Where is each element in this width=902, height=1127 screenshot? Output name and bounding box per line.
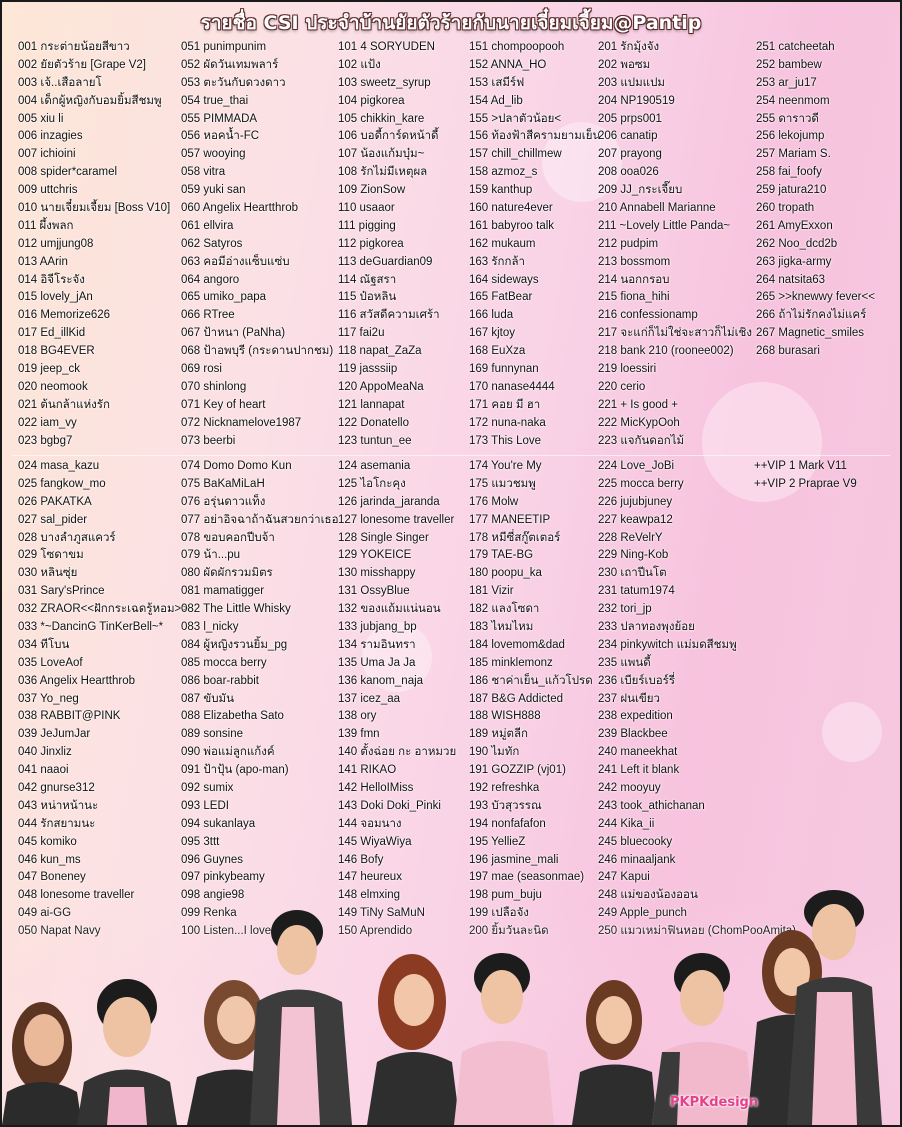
- member-entry: 084 ผู้หญิงรวนยิ้ม_pg: [181, 638, 288, 651]
- member-entry: 092 sumix: [181, 782, 234, 795]
- member-entry: 160 nature4ever: [469, 202, 553, 215]
- member-entry: 165 FatBear: [469, 291, 533, 304]
- member-entry: 079 น้า...pu: [181, 549, 241, 562]
- vip-entry: ++VIP 2 Praprae V9: [754, 477, 857, 490]
- member-entry: 095 3ttt: [181, 835, 220, 848]
- member-column: [598, 458, 758, 941]
- member-entry: 067 ป้าหนา (PaNha): [181, 327, 286, 340]
- member-entry: 226 jujubjuney: [598, 495, 673, 508]
- member-entry: 134 รามอินทรา: [338, 638, 416, 651]
- member-entry: 229 Ning-Kob: [598, 549, 669, 562]
- member-entry: 002 ยัยตัวร้าย [Grape V2]: [18, 58, 146, 71]
- member-entry: 038 RABBIT@PINK: [18, 710, 121, 723]
- member-entry: 071 Key of heart: [181, 398, 266, 411]
- member-entry: 185 minklemonz: [469, 656, 553, 669]
- member-entry: 077 อย่าอิจฉาถ้าฉันสวยกว่าเธอ: [181, 513, 339, 526]
- member-entry: 251 catcheetah: [756, 41, 835, 53]
- member-entry: 005 xiu li: [18, 112, 64, 125]
- member-entry: 184 lovemom&dad: [469, 638, 565, 651]
- member-entry: 216 confessionamp: [598, 309, 698, 322]
- member-entry: 057 wooying: [181, 148, 246, 161]
- member-entry: 224 Love_JoBi: [598, 460, 675, 472]
- member-entry: 030 หลินซุ่ย: [18, 567, 78, 580]
- member-entry: 015 lovely_jAn: [18, 291, 93, 304]
- member-entry: 174 You're My: [469, 460, 542, 472]
- member-entry: 028 บางลำภูสแควร์: [18, 531, 116, 544]
- member-entry: 268 burasari: [756, 345, 820, 358]
- member-entry: 215 fiona_hihi: [598, 291, 670, 304]
- member-column: [338, 39, 470, 450]
- member-entry: 167 kjtoy: [469, 327, 516, 340]
- member-entry: 037 Yo_neg: [18, 692, 79, 705]
- member-entry: 245 bluecooky: [598, 835, 673, 848]
- member-entry: 060 Angelix Heartthrob: [181, 202, 298, 215]
- member-entry: 042 gnurse312: [18, 782, 95, 795]
- member-entry: 252 bambew: [756, 58, 822, 71]
- member-entry: 210 Annabell Marianne: [598, 202, 716, 215]
- member-entry: 211 ~Lovely Little Panda~: [598, 219, 731, 232]
- member-entry: 204 NP190519: [598, 94, 675, 107]
- member-entry: 170 nanase4444: [469, 380, 555, 393]
- member-entry: 177 MANEETIP: [469, 513, 551, 526]
- member-entry: 158 azmoz_s: [469, 166, 538, 179]
- member-entry: 126 jarinda_jaranda: [338, 495, 440, 508]
- member-entry: 163 รักกล้า: [469, 255, 525, 268]
- member-entry: 137 icez_aa: [338, 692, 401, 705]
- member-entry: 141 RIKAO: [338, 764, 397, 777]
- member-entry: 194 nonfafafon: [469, 817, 546, 830]
- member-entry: 196 jasmine_mali: [469, 853, 559, 866]
- member-entry: 213 bossmom: [598, 255, 671, 268]
- member-entry: 040 Jinxliz: [18, 746, 72, 759]
- member-entry: 022 iam_vy: [18, 416, 77, 429]
- member-entry: 247 Kapui: [598, 871, 650, 884]
- member-entry: 051 punimpunim: [181, 41, 267, 53]
- member-entry: 023 bgbg7: [18, 434, 73, 447]
- member-entry: 096 Guynes: [181, 853, 244, 866]
- member-entry: 257 Mariam S.: [756, 148, 831, 161]
- member-entry: 175 แมวชมพู: [469, 477, 536, 490]
- member-entry: 121 lannapat: [338, 398, 405, 411]
- member-entry: 024 masa_kazu: [18, 460, 100, 472]
- member-entry: 064 angoro: [181, 273, 240, 286]
- member-entry: 039 JeJumJar: [18, 728, 91, 741]
- member-entry: 172 nuna-naka: [469, 416, 546, 429]
- member-entry: 073 beerbi: [181, 434, 236, 447]
- member-entry: 234 pinkywitch แม่มดสีชมพู: [598, 638, 737, 651]
- member-entry: 264 natsita63: [756, 273, 826, 286]
- member-entry: 003 เจ้..เสือลายโ: [18, 76, 102, 89]
- member-entry: 202 พอซม: [598, 58, 651, 71]
- member-entry: 214 นอกกรอบ: [598, 273, 670, 286]
- member-entry: 103 sweetz_syrup: [338, 76, 431, 89]
- member-column: [338, 458, 470, 941]
- member-entry: 197 mae (seasonmae): [469, 871, 585, 884]
- member-entry: 008 spider*caramel: [18, 166, 118, 179]
- member-entry: 098 angie98: [181, 889, 245, 902]
- member-entry: 041 naaoi: [18, 764, 69, 777]
- member-entry: 001 กระต่ายน้อยสีขาว: [18, 41, 130, 53]
- member-entry: 253 ar_ju17: [756, 76, 817, 89]
- member-entry: 244 Kika_ii: [598, 817, 655, 830]
- member-entry: 262 Noo_dcd2b: [756, 237, 838, 250]
- member-entry: 136 kanom_naja: [338, 674, 424, 687]
- member-entry: 236 เบียร์เบอร์รี่: [598, 674, 676, 687]
- member-entry: 048 lonesome traveller: [18, 889, 135, 902]
- member-entry: 044 รักสยามนะ: [18, 817, 96, 830]
- member-entry: 065 umiko_papa: [181, 291, 267, 304]
- member-entry: 110 usaaor: [338, 202, 395, 215]
- member-entry: 239 Blackbee: [598, 728, 668, 741]
- member-entry: 091 ป้าปุ้น (apo-man): [181, 764, 289, 777]
- member-entry: 182 แลงโซดา: [469, 603, 540, 616]
- member-entry: 265 >>knewwy fever<<: [756, 291, 875, 304]
- member-entry: 122 Donatello: [338, 416, 409, 429]
- vip-list: [754, 458, 857, 494]
- member-entry: 227 keawpa12: [598, 513, 673, 526]
- member-entry: 206 canatip: [598, 130, 658, 143]
- member-entry: 027 sal_pider: [18, 513, 88, 526]
- member-entry: 189 หมู่ตลีก: [469, 728, 529, 741]
- member-entry: 066 RTree: [181, 309, 235, 322]
- member-entry: 152 ANNA_HO: [469, 58, 547, 71]
- member-entry: 131 OssyBlue: [338, 585, 410, 598]
- member-entry: 139 fmn: [338, 728, 380, 741]
- member-entry: 240 maneekhat: [598, 746, 678, 759]
- member-entry: 012 umjjung08: [18, 237, 94, 250]
- member-entry: 010 นายเจี๋ยมเจี้ยม [Boss V10]: [18, 202, 171, 215]
- member-entry: 101 4 SORYUDEN: [338, 41, 435, 53]
- member-entry: 130 misshappy: [338, 567, 416, 580]
- member-entry: 033 *~DancinG TinKerBell~*: [18, 621, 164, 634]
- member-entry: 070 shinlong: [181, 380, 247, 393]
- member-entry: 246 minaaljank: [598, 853, 676, 866]
- member-entry: 061 ellvira: [181, 219, 234, 232]
- member-entry: 133 jubjang_bp: [338, 621, 417, 634]
- member-entry: 219 loessiri: [598, 363, 657, 376]
- member-entry: 178 หมีซี่สกู๊ตเตอร์: [469, 531, 561, 544]
- member-entry: 157 chill_chillmew: [469, 148, 562, 161]
- member-entry: 176 Molw: [469, 495, 519, 508]
- member-entry: 125 ไอโกะคุง: [338, 477, 406, 490]
- member-entry: 129 YOKEICE: [338, 549, 412, 562]
- member-entry: 021 ต้นกล้าแห่งรัก: [18, 398, 110, 411]
- member-entry: 109 ZionSow: [338, 184, 406, 197]
- member-entry: 255 ดาราวดี: [756, 112, 819, 125]
- member-entry: 087 ขับมัน: [181, 692, 234, 705]
- member-entry: 168 EuXza: [469, 345, 526, 358]
- member-entry: 266 ถ้าไม่รักคงไม่แคร์: [756, 309, 867, 322]
- member-entry: 191 GOZZIP (vj01): [469, 764, 566, 777]
- member-entry: 154 Ad_lib: [469, 94, 523, 107]
- member-entry: 186 ชาค่าเย็น_แก้วโปรด: [469, 674, 593, 687]
- member-entry: 085 mocca berry: [181, 656, 267, 669]
- member-entry: 218 bank 210 (roonee002): [598, 345, 734, 358]
- member-column: [469, 458, 599, 941]
- member-entry: 058 vitra: [181, 166, 226, 179]
- member-entry: 081 mamatigger: [181, 585, 265, 598]
- member-entry: 192 refreshka: [469, 782, 540, 795]
- member-entry: 075 BaKaMiLaH: [181, 477, 265, 490]
- member-entry: 238 expedition: [598, 710, 673, 723]
- member-entry: 173 This Love: [469, 434, 542, 447]
- member-entry: 267 Magnetic_smiles: [756, 327, 865, 340]
- member-entry: 127 lonesome traveller: [338, 513, 455, 526]
- member-entry: 013 AArin: [18, 255, 68, 268]
- member-entry: 169 funnynan: [469, 363, 539, 376]
- member-entry: 187 B&G Addicted: [469, 692, 563, 705]
- member-column: [18, 39, 178, 450]
- member-entry: 159 kanthup: [469, 184, 533, 197]
- member-entry: 054 true_thai: [181, 94, 249, 107]
- member-entry: 143 Doki Doki_Pinki: [338, 799, 441, 812]
- member-entry: 138 ory: [338, 710, 377, 723]
- member-entry: 254 neenmom: [756, 94, 830, 107]
- member-entry: 036 Angelix Heartthrob: [18, 674, 135, 687]
- member-entry: 183 ไหมไหม: [469, 621, 534, 634]
- member-entry: 046 kun_ms: [18, 853, 81, 866]
- member-entry: 123 tuntun_ee: [338, 434, 412, 447]
- member-entry: 108 รักไม่มีเหตุผล: [338, 166, 428, 179]
- member-entry: 009 uttchris: [18, 184, 78, 197]
- member-entry: 156 ท้องฟ้าสีครามยามเย็น: [469, 130, 601, 143]
- member-entry: 248 แม่ของน้องออน: [598, 889, 698, 902]
- member-entry: 086 boar-rabbit: [181, 674, 259, 687]
- poster-title: รายชื่อ CSI ประจำบ้านยัยตัวร้ายกับนายเจี๋ยมเจี้ยม@Pantip: [200, 12, 702, 34]
- member-column: [598, 39, 758, 450]
- member-entry: 034 ทีโบน: [18, 638, 70, 651]
- member-entry: 074 Domo Domo Kun: [181, 460, 292, 472]
- member-entry: 069 rosi: [181, 363, 222, 376]
- member-entry: 180 poopu_ka: [469, 567, 542, 580]
- member-entry: 223 แจกันดอกไม้: [598, 434, 685, 447]
- member-entry: 132 ของแถ้มแน่นอน: [338, 603, 441, 616]
- member-entry: 090 พ่อแม่ลูกแก้งค์: [181, 746, 275, 759]
- member-entry: 228 ReVelrY: [598, 531, 663, 544]
- member-entry: 106 บอดี้การ์ดหน้าดี้: [338, 130, 439, 143]
- member-entry: 063 คอมีอ่างแซ็บแซ่บ: [181, 255, 290, 268]
- member-entry: 083 l_nicky: [181, 621, 239, 634]
- member-entry: 004 เด็กผู้หญิงกับอมยิ้มสีชมพู: [18, 94, 162, 107]
- member-column: [181, 39, 341, 450]
- member-entry: 164 sideways: [469, 273, 539, 286]
- member-entry: 104 pigkorea: [338, 94, 405, 107]
- member-entry: 217 จะแก่ก็ไม่ใช่จะสาวก็ไม่เชิง: [598, 327, 752, 340]
- member-entry: 241 Left it blank: [598, 764, 680, 777]
- member-entry: 205 prps001: [598, 112, 662, 125]
- member-entry: 162 mukaum: [469, 237, 536, 250]
- member-entry: 076 อรุ่นดาวแท็ง: [181, 495, 266, 508]
- member-entry: 018 BG4EVER: [18, 345, 95, 358]
- member-entry: 207 prayong: [598, 148, 662, 161]
- member-entry: 072 Nicknamelove1987: [181, 416, 302, 429]
- member-entry: 181 Vizir: [469, 585, 514, 598]
- member-entry: 016 Memorize626: [18, 309, 111, 322]
- member-entry: 258 fai_foofy: [756, 166, 822, 179]
- member-entry: 231 tatum1974: [598, 585, 675, 598]
- member-entry: 043 หน่าหน้านะ: [18, 799, 99, 812]
- member-entry: 233 ปลาทองพุงย้อย: [598, 621, 695, 634]
- member-entry: 221 + Is good +: [598, 398, 678, 411]
- section-divider: [12, 455, 890, 456]
- member-entry: 201 รักมุ้งจัง: [598, 41, 660, 53]
- member-entry: 195 YellieZ: [469, 835, 526, 848]
- member-entry: 006 inzagies: [18, 130, 83, 143]
- member-entry: 230 เถาปีนโต: [598, 567, 667, 580]
- member-entry: 029 โซดาขม: [18, 549, 84, 562]
- member-entry: 118 napat_ZaZa: [338, 345, 422, 358]
- member-entry: 148 elmxing: [338, 889, 401, 902]
- member-entry: 107 น้องแก้มบุ๋ม~: [338, 148, 425, 161]
- member-column: [756, 39, 896, 361]
- member-entry: 032 ZRAOR<<ฝักกระเฉดรู้หอม>>: [18, 603, 188, 616]
- member-entry: 161 babyroo talk: [469, 219, 555, 232]
- member-entry: 256 lekojump: [756, 130, 825, 143]
- member-entry: 007 ichioini: [18, 148, 76, 161]
- member-entry: 146 Bofy: [338, 853, 384, 866]
- member-entry: 017 Ed_illKid: [18, 327, 86, 340]
- member-entry: 117 fai2u: [338, 327, 385, 340]
- member-entry: 014 อิจีโระจัง: [18, 273, 85, 286]
- member-entry: 019 jeep_ck: [18, 363, 81, 376]
- member-entry: 080 ผัดผักรวมมิตร: [181, 567, 273, 580]
- member-entry: 188 WISH888: [469, 710, 541, 723]
- member-entry: 155 >ปลาตัวน้อย<: [469, 112, 562, 125]
- member-entry: 222 MicKypOoh: [598, 416, 680, 429]
- member-entry: 088 Elizabetha Sato: [181, 710, 284, 723]
- bokeh-decoration: [822, 702, 882, 762]
- member-column: [18, 458, 188, 941]
- member-entry: 263 jigka-army: [756, 255, 832, 268]
- member-entry: 128 Single Singer: [338, 531, 429, 544]
- designer-logo: PKPKdesign: [670, 1095, 759, 1110]
- member-entry: 112 pigkorea: [338, 237, 404, 250]
- member-entry: 089 sonsine: [181, 728, 244, 741]
- member-entry: 113 deGuardian09: [338, 255, 433, 268]
- vip-entry: ++VIP 1 Mark V11: [754, 460, 847, 472]
- member-entry: 111 pigging: [338, 219, 396, 232]
- member-entry: 011 ผึ้งพลก: [18, 219, 74, 232]
- member-entry: 062 Satyros: [181, 237, 243, 250]
- member-entry: 209 JJ_กระเจี๊ยบ: [598, 184, 683, 197]
- member-entry: 225 mocca berry: [598, 477, 684, 490]
- member-entry: 140 ตั้งฉ่อย กะ อาหมวย: [338, 746, 457, 759]
- member-entry: 179 TAE-BG: [469, 549, 534, 562]
- member-entry: 242 mooyuy: [598, 782, 661, 795]
- member-entry: 053 ตะวันกับดวงดาว: [181, 76, 286, 89]
- member-entry: 147 heureux: [338, 871, 402, 884]
- member-entry: 026 PAKATKA: [18, 495, 92, 508]
- member-entry: 055 PIMMADA: [181, 112, 258, 125]
- group-photo: [2, 902, 900, 1125]
- member-entry: 142 HelloIMiss: [338, 782, 414, 795]
- member-entry: 031 Sary'sPrince: [18, 585, 105, 598]
- member-entry: 114 ณัฐสรา: [338, 273, 397, 286]
- member-column: [469, 39, 599, 450]
- member-entry: 102 แป้ง: [338, 58, 381, 71]
- member-entry: 119 jasssiip: [338, 363, 398, 376]
- member-entry: 261 AmyExxon: [756, 219, 833, 232]
- member-entry: 232 tori_jp: [598, 603, 652, 616]
- member-entry: 145 WiyaWiya: [338, 835, 412, 848]
- member-entry: 105 chikkin_kare: [338, 112, 425, 125]
- member-entry: 237 ฝนเขียว: [598, 692, 660, 705]
- member-entry: 025 fangkow_mo: [18, 477, 106, 490]
- member-entry: 208 ooa026: [598, 166, 659, 179]
- member-entry: 260 tropath: [756, 202, 815, 215]
- member-entry: 045 komiko: [18, 835, 77, 848]
- member-entry: 212 pudpim: [598, 237, 659, 250]
- member-entry: 203 แปมแปม: [598, 76, 665, 89]
- member-entry: 116 สวัสดีความเศร้า: [338, 309, 440, 322]
- member-entry: 120 AppoMeaNa: [338, 380, 424, 393]
- member-entry: 135 Uma Ja Ja: [338, 656, 416, 669]
- member-entry: 059 yuki san: [181, 184, 246, 197]
- member-entry: 052 ผัดวันเทมพลาร์: [181, 58, 279, 71]
- member-entry: 166 luda: [469, 309, 514, 322]
- member-entry: 082 The Little Whisky: [181, 603, 291, 616]
- member-entry: 078 ขอบคอกปีบจ้า: [181, 531, 275, 544]
- member-entry: 190 ไมทัก: [469, 746, 520, 759]
- member-entry: 093 LEDI: [181, 799, 229, 812]
- member-entry: 124 asemania: [338, 460, 411, 472]
- member-entry: 171 คอย มี ฮา: [469, 398, 541, 411]
- member-entry: 144 จอมนาง: [338, 817, 402, 830]
- member-entry: 243 took_athichanan: [598, 799, 705, 812]
- member-entry: 193 บัวสุวรรณ: [469, 799, 542, 812]
- member-entry: 047 Boneney: [18, 871, 86, 884]
- member-entry: 094 sukanlaya: [181, 817, 256, 830]
- member-entry: 115 ป๋อหลิน: [338, 291, 397, 304]
- member-entry: 020 neomook: [18, 380, 88, 393]
- member-entry: 235 แพนดี้: [598, 656, 651, 669]
- member-entry: 153 เสมีร์ฟ: [469, 76, 525, 89]
- member-entry: 097 pinkybeamy: [181, 871, 265, 884]
- member-column: [181, 458, 337, 941]
- member-entry: 056 หอคน้ำ-FC: [181, 130, 260, 143]
- member-entry: 035 LoveAof: [18, 656, 83, 669]
- member-entry: 068 ป้าอพบุรี (กระดานปากชม): [181, 345, 334, 358]
- member-entry: 198 pum_buju: [469, 889, 542, 902]
- member-entry: 259 jatura210: [756, 184, 827, 197]
- member-entry: 220 cerio: [598, 380, 646, 393]
- member-entry: 151 chompoopooh: [469, 41, 565, 53]
